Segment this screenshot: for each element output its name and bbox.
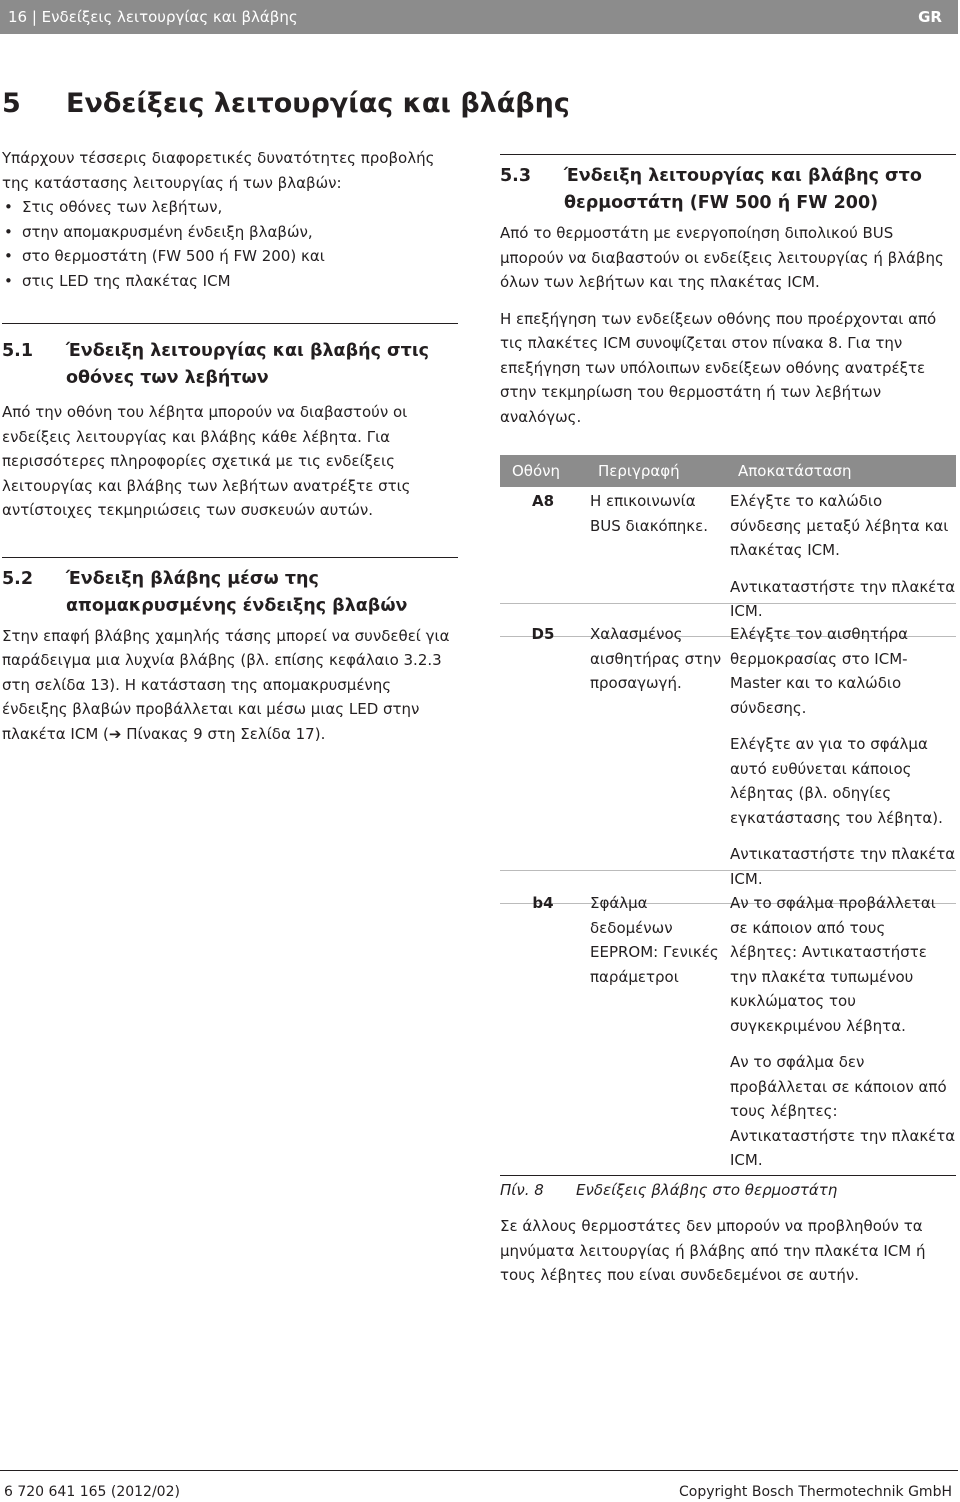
section-divider [2, 323, 458, 324]
section-5-3-body: Από το θερμοστάτη με ενεργοποίηση διπολικού BUS μπορούν να διαβαστούν οι ενδείξεις λειτουργίας ή βλάβης όλων των λεβήτων και της πλακέτας ICM. [500, 224, 944, 291]
table-body-continued [500, 891, 956, 1288]
section-divider [500, 154, 956, 155]
chapter-heading [2, 88, 570, 119]
error-description: Σφάλμα δεδομένων EEPROM: Γενικές παράμετροι [590, 894, 719, 986]
column-header: Οθόνη [512, 461, 561, 480]
remedy-text: Αντικαταστήστε την πλακέτα ICM. [730, 577, 956, 620]
header-title: 16 | Ενδείξεις λειτουργίας και βλάβης [8, 8, 298, 26]
remedy-text: Ελέγξτε αν για το σφάλμα αυτό ευθύνεται κάποιος λέβητας (βλ. οδηγίες εγκατάστασης του λέβητα). [730, 735, 943, 827]
section-5-1-body: Από την οθόνη του λέβητα μπορούν να διαβαστούν οι ενδείξεις λειτουργίας και βλάβης κάθε λέβητα. Για περισσότερες πληροφορίες σχετικά με τις ενδείξεις λειτουργίας και βλάβης των λεβήτων ανατρέξτε στις αντίστοιχες τεκμηριώσεις των συσκευών αυτών. [2, 403, 411, 519]
bullet-item: • στις LED της πλακέτας ICM [4, 271, 231, 290]
error-code: A8 [531, 492, 555, 510]
closing-text: Σε άλλους θερμοστάτες δεν μπορούν να προβληθούν τα μηνύματα λειτουργίας ή βλάβης από την πλακέτα ICM ή τους λέβητες που είναι συνδεδεμένοι σε αυτήν. [500, 1217, 926, 1284]
error-table [500, 455, 956, 620]
remedy-text: Ελέγξτε τον αισθητήρα θερμοκρασίας στο ICM-Master και το καλώδιο σύνδεσης. [730, 625, 909, 717]
section-5-1-heading: 5.1 Ένδειξη λειτουργίας και βλαβής στις οθόνες των λεβήτων [2, 341, 430, 388]
remedy-text: Αν το σφάλμα προβάλλεται σε κάποιον από τους λέβητες: Αντικαταστήστε την πλακέτα τυπωμένου κυκλώματος του συγκεκριμένου λέβητα. [730, 894, 936, 1035]
section-5-3-body: Η επεξήγηση των ενδείξεων οθόνης που προέρχονται από τις πλακέτες ICM συνοψίζεται στον πίνακα 8. Για την επεξήγηση των υπόλοιπων ενδείξεων οθόνης ανατρέξτε στην τεκμηρίωση του θερμοστάτη ή των λεβήτων αναλόγως. [500, 309, 937, 426]
remedy-cell [730, 489, 956, 624]
remedy-text: Ελέγξτε το καλώδιο σύνδεσης μεταξύ λέβητα και πλακέτας ICM. [730, 492, 949, 559]
document-number: 6 720 641 165 (2012/02) [4, 1484, 180, 1500]
table-row [500, 891, 956, 1176]
table-body-continued [500, 622, 956, 888]
right-column [500, 154, 956, 620]
page-header [0, 0, 958, 34]
bullet-item: • στο θερμοστάτη (FW 500 ή FW 200) και [4, 247, 325, 265]
chapter-number: 5 [2, 88, 21, 119]
chapter-title: Ενδείξεις λειτουργίας και βλάβης [66, 88, 570, 119]
error-code: b4 [532, 894, 554, 912]
left-column [2, 146, 458, 746]
intro-text: Υπάρχουν τέσσερις διαφορετικές δυνατότητες προβολής της κατάστασης λειτουργίας ή των βλαβών: [2, 149, 435, 192]
section-5-3-heading: 5.3 Ένδειξη λειτουργίας και βλάβης στο θερμοστάτη (FW 500 ή FW 200) [500, 166, 922, 213]
error-code: D5 [531, 625, 555, 643]
intro-bullet-list [2, 195, 458, 293]
bullet-item: • Στις οθόνες των λεβήτων, [4, 198, 223, 216]
remedy-text: Αν το σφάλμα δεν προβάλλεται σε κάποιον από τους λέβητες: Αντικαταστήστε την πλακέτα ICM. [730, 1053, 956, 1169]
table-header [500, 455, 956, 487]
table-caption [500, 1178, 956, 1203]
footer-divider [0, 1470, 958, 1471]
remedy-text: Αντικαταστήστε την πλακέτα ICM. [730, 845, 956, 888]
caption-text: Ενδείξεις βλάβης στο θερμοστάτη [576, 1180, 838, 1199]
caption-label: Πίν. 8 [500, 1180, 544, 1199]
section-5-2-heading: 5.2 Ένδειξη βλάβης μέσω της απομακρυσμένης ένδειξης βλαβών [2, 568, 408, 616]
column-header: Αποκατάσταση [738, 461, 852, 480]
header-language: GR [918, 8, 942, 26]
section-5-2-body: Στην επαφή βλάβης χαμηλής τάσης μπορεί να συνδεθεί για παράδειγμα μια λυχνία βλάβης (βλ. επίσης κεφάλαιο 3.2.3 στη σελίδα 13). Η κατάσταση της απομακρυσμένης ένδειξης βλαβών προβάλλεται και μέσω μιας LED στην πλακέτα ICM (➔ Πίνακας 9 στη Σελίδα 17). [2, 626, 450, 743]
copyright-text: Copyright Bosch Thermotechnik GmbH [679, 1484, 952, 1500]
remedy-cell [730, 622, 956, 891]
error-description: Χαλασμένος αισθητήρας στην προσαγωγή. [590, 625, 722, 692]
table-row [500, 487, 956, 637]
bullet-item: • στην απομακρυσμένη ένδειξη βλαβών, [4, 222, 313, 241]
column-header: Περιγραφή [598, 461, 680, 480]
error-description: Η επικοινωνία BUS διακόπηκε. [590, 492, 708, 535]
table-row [500, 622, 956, 904]
section-divider [2, 557, 458, 558]
remedy-cell [730, 891, 956, 1173]
